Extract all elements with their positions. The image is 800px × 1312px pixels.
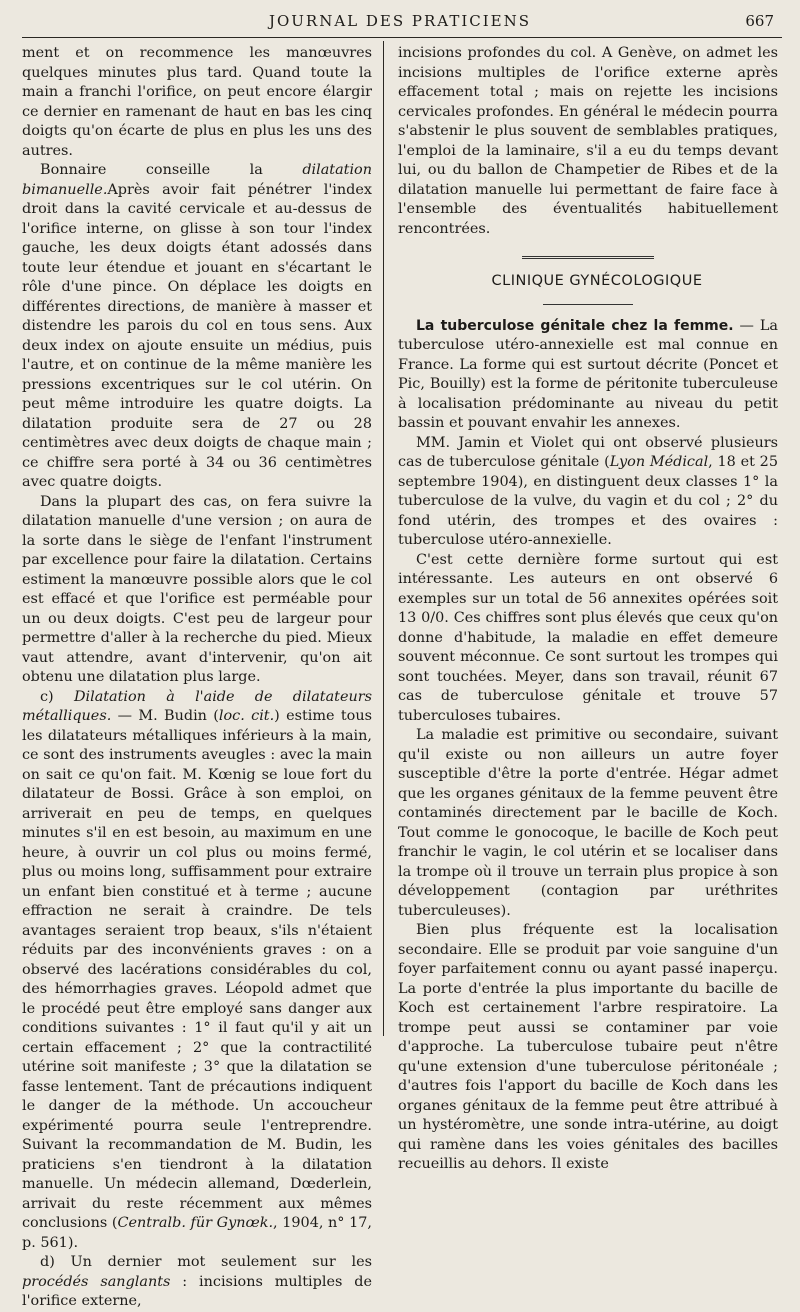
paragraph: d) Un dernier mot seulement sur les procédés sanglants : incisions multiples de l'orifice externe, xyxy=(22,1254,372,1309)
paragraph: incisions profondes du col. A Genève, on admet les incisions multiples de l'orifice externe après effacement total ; mais on rejette les incisions cervicales profondes. En général le médecin pourra s'abstenir le plus souvent de semblables pratiques, l'emploi de la laminaire, s'il a eu du temps devant lui, ou du ballon de Champetier de Ribes et de la dilatation manuelle lui permettant de faire face à l'ensemble des éventualités habituellement rencontrées. xyxy=(398,45,778,237)
paragraph: La tuberculose génitale chez la femme. — La tuberculose utéro-annexielle est mal connue en France. La forme qui est surtout décrite (Poncet et Pic, Bouilly) est la forme de péritonite tuberculeuse à localisation prédominante au niveau du petit bassin et pouvant envahir les annexes. xyxy=(398,317,778,431)
paragraph: c) Dilatation à l'aide de dilatateurs métalliques. — M. Budin (loc. cit.) estime tous les dilatateurs métalliques inférieurs à la main, ce sont des instruments aveugles : avec la main on sait ce qu'on fait. M. Kœnig se loue fort du dilatateur de Bossi. Grâce à son emploi, on arriverait en peu de temps, en quelques minutes s'il en est besoin, au maximum en une heure, à ouvrir un col plus ou moins fermé, plus ou moins long, suffisamment pour extraire un enfant bien constitué et à terme ; aucune effraction ne serait à craindre. De tels avantages seraient trop beaux, s'ils n'étaient réduits par des inconvénients graves : on a observé des lacérations considérables du col, des hémorrhagies graves. Léopold admet que le procédé peut être employé sans danger aux conditions suivantes : 1° il faut qu'il y ait un certain effacement ; 2° que la contractilité utérine soit manifeste ; 3° que la dilatation se fasse lentement. Tant de précautions indiquent le danger de la méthode. Un accoucheur expérimenté pourra seule l'entreprendre. Suivant la recommandation de M. Budin, les praticiens s'en tiendront à la dilatation manuelle. Un médecin allemand, Dœderlein, arrivait du reste récemment aux mêmes conclusions (Centralb. für Gynœk., 1904, n° 17, p. 561). xyxy=(22,688,373,1251)
paragraph: La maladie est primitive ou secondaire, suivant qu'il existe ou non ailleurs un autre foyer susceptible d'être la porte d'entrée. Hégar admet que les organes génitaux de la femme peuvent être contaminés directement par le bacille de Koch. Tout comme le gonocoque, le bacille de Koch peut franchir le vagin, le col utérin et se localiser dans la trompe où il trouve un terrain plus propice à son développement (contagion par uréthrites tuberculeuses). xyxy=(398,727,778,919)
section-ornament-rule xyxy=(522,256,654,259)
paragraph: Bonnaire conseille la dilatation bimanuelle.Après avoir fait pénétrer l'index droit dans la cavité cervicale et au-dessus de l'orifice interne, on glisse à son tour l'index gauche, les deux doigts étant adossés dans toute leur étendue et jouant en s'écartant le rôle d'une pince. On déplace les doigts en différentes directions, de manière à masser et distendre les parois du col en tous sens. Aux deux index on ajoute ensuite un médius, puis l'autre, et on continue de la même manière les pressions excentriques sur le col utérin. On peut même introduire les quatre doigts. La dilatation produite sera de 27 ou 28 centimètres avec deux doigts de chaque main ; ce chiffre sera porté à 34 ou 36 centimètres avec quatre doigts. xyxy=(22,162,372,490)
section-title: CLINIQUE GYNÉCOLOGIQUE xyxy=(491,273,703,289)
running-header-title: JOURNAL DES PRATICIENS xyxy=(268,12,532,30)
paragraph: ment et on recommence les manœuvres quelques minutes plus tard. Quand toute la main a franchi l'orifice, on peut encore élargir ce dernier en ramenant de haut en bas les cinq doigts qu'on écarte de plus en plus les uns des autres. xyxy=(22,45,372,159)
section-underline xyxy=(543,304,633,305)
paragraph: Bien plus fréquente est la localisation secondaire. Elle se produit par voie sanguine d'un foyer parfaitement connu ou ayant passé inaperçu. La porte d'entrée la plus importante du bacille de Koch est certainement l'arbre respiratoire. La trompe peut aussi se contaminer par voie d'approche. La tuberculose tubaire peut n'être qu'une extension d'une tuberculose péritonéale ; d'autres fois l'apport du bacille de Koch dans les organes génitaux de la femme peut être attribué à un hystéromètre, une sonde intra-utérine, au doigt qui ramène dans les voies génitales des bacilles recueillis au dehors. Il existe xyxy=(398,922,778,1172)
page-number: 667 xyxy=(745,12,774,30)
paragraph: MM. Jamin et Violet qui ont observé plusieurs cas de tuberculose génitale (Lyon Médical, 18 et 25 septembre 1904), en distinguent deux classes 1° la tuberculose de la vulve, du vagin et du col ; 2° du fond utérin, des trompes et des ovaires : tuberculose utéro-annexielle. xyxy=(398,434,778,548)
right-column xyxy=(398,44,778,1175)
paragraph: C'est cette dernière forme surtout qui est intéressante. Les auteurs en ont observé 6 exemples sur un total de 56 annexites opérées soit 13 0/0. Ces chiffres sont plus élevés que ceux qu'on donne d'habitude, la maladie en effet demeure souvent méconnue. Ce sont surtout les trompes qui sont touchées. Meyer, dans son travail, réunit 67 cas de tuberculose génitale et trouve 57 tuberculoses tubaires. xyxy=(398,551,778,724)
article-title: La tuberculose génitale chez la femme. xyxy=(416,317,734,334)
paragraph: Dans la plupart des cas, on fera suivre la dilatation manuelle d'une version ; on aura de la sorte dans le siège de l'enfant l'instrument par excellence pour faire la dilatation. Certains estiment la manœuvre possible alors que le col est effacé et que l'orifice est perméable pour un ou deux doigts. C'est peu de largeur pour permettre d'aller à la recherche du pied. Mieux vaut attendre, avant d'intervenir, qu'on ait obtenu une dilatation plus large. xyxy=(22,493,372,685)
header-rule xyxy=(22,37,782,38)
left-column xyxy=(22,44,372,1312)
column-divider xyxy=(383,41,384,1036)
